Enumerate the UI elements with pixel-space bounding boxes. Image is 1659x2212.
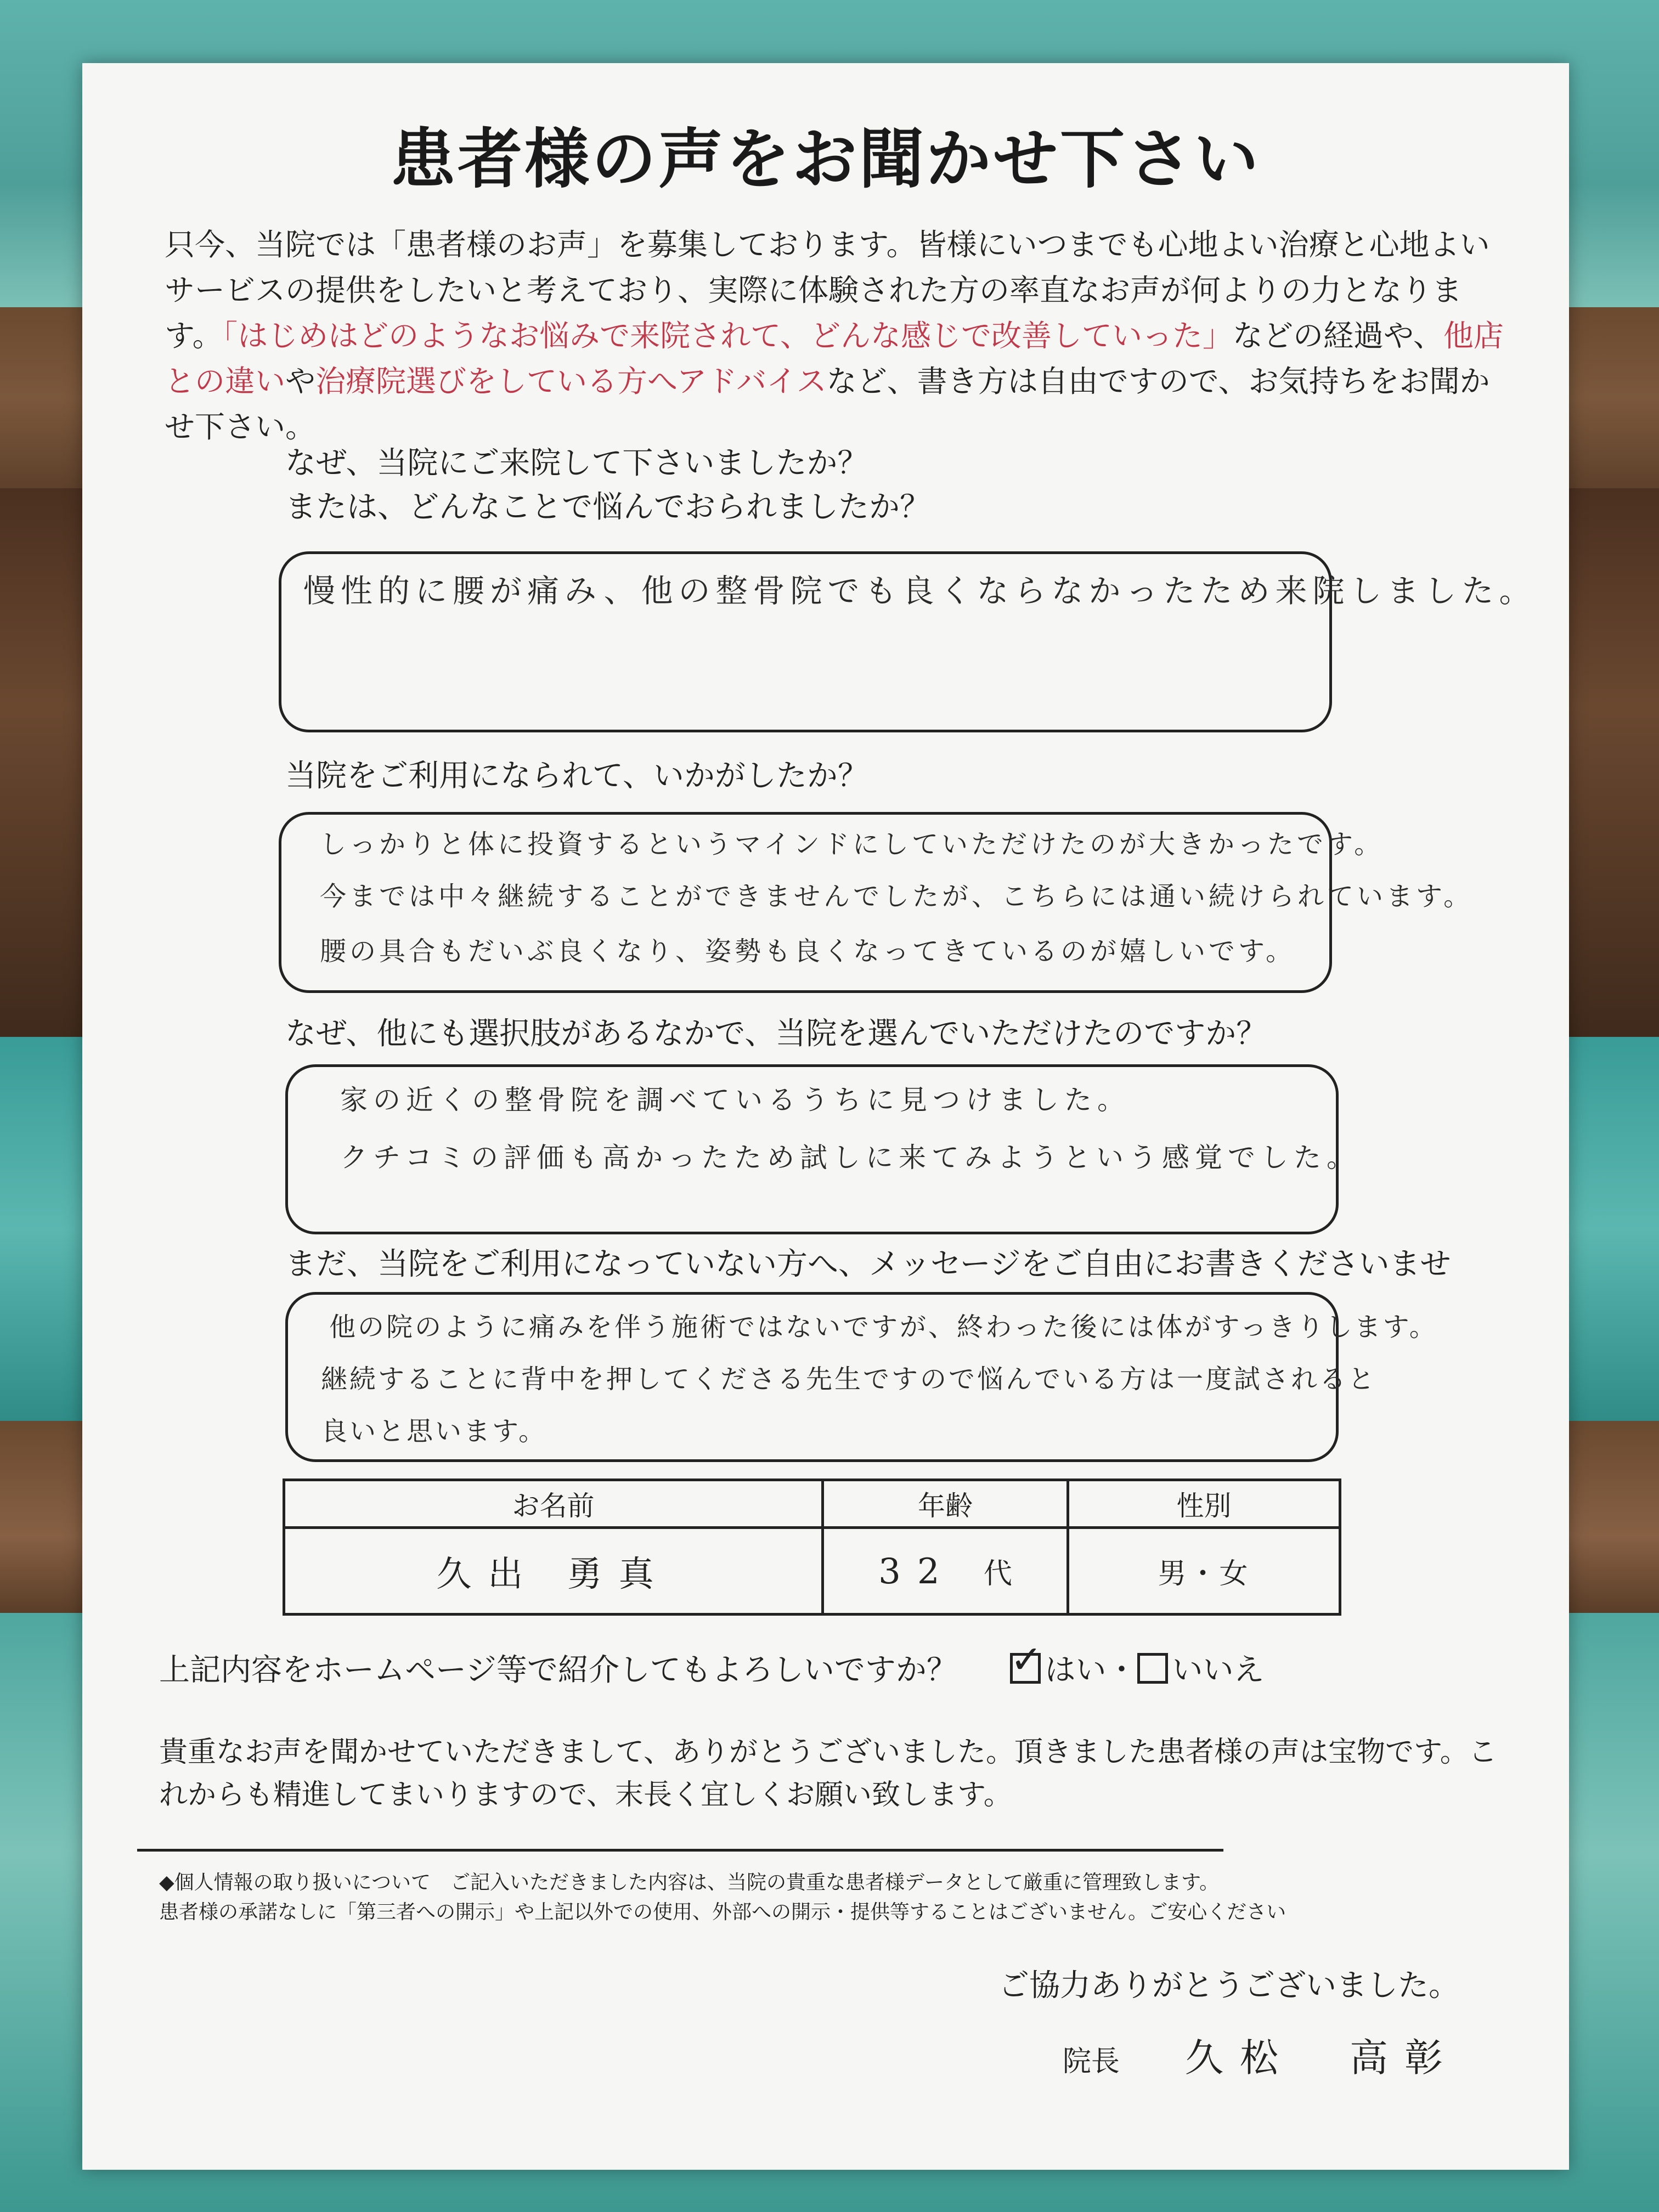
handwritten-answer: 良いと思います。 bbox=[321, 1416, 548, 1447]
survey-sheet bbox=[82, 63, 1569, 2170]
signature-role: 院長 bbox=[1062, 2045, 1120, 2078]
gender-field[interactable] bbox=[1068, 1528, 1340, 1615]
answer-box-1[interactable] bbox=[279, 551, 1537, 732]
answer-box-2[interactable] bbox=[279, 812, 1474, 993]
signature-name: 久松 高彰 bbox=[1185, 2035, 1459, 2080]
name-field[interactable]: 久出 勇真 bbox=[284, 1528, 823, 1615]
intro-highlight: 治療院選びをしている方へアドバイス bbox=[315, 364, 827, 399]
thanks-paragraph: 貴重なお声を聞かせていただきまして、ありがとうございました。頂きました患者様の声は宝物です。これからも精進してまいりますので、末長く宜しくお願い致します。 bbox=[159, 1736, 1497, 1812]
question-4 bbox=[285, 1243, 1451, 1286]
intro-paragraph bbox=[165, 222, 1509, 450]
question-3 bbox=[285, 1012, 1267, 1056]
age-unit: 代 bbox=[983, 1557, 1012, 1590]
divider bbox=[137, 1849, 1223, 1852]
handwritten-answer: クチコミの評価も高かったため試しに来てみようという感覚でした。 bbox=[340, 1142, 1359, 1173]
answer-box-3[interactable] bbox=[285, 1064, 1359, 1234]
signature bbox=[1063, 2027, 1459, 2083]
handwritten-answer: 他の院のように痛みを伴う施術ではないですが、終わった後には体がすっきりします。 bbox=[329, 1312, 1438, 1342]
handwritten-answer: 腰の具合もだいぶ良くなり、姿勢も良くなってきているのが嬉しいです。 bbox=[320, 936, 1296, 967]
question-2 bbox=[285, 754, 868, 798]
gender-header: 性別 bbox=[1068, 1480, 1340, 1528]
handwritten-answer: 家の近くの整骨院を調べているうちに見つけました。 bbox=[340, 1084, 1130, 1116]
consent-question: 上記内容をホームページ等で紹介してもよろしいですか？ bbox=[159, 1652, 957, 1688]
intro-text: 只今、当院では「患者様のお声」を募集しております。皆様にいつまでも心地よい治療と心地よいサービスの提供をしたいと考えており、実際に体験された方の率直なお声が何よりの力となります。 bbox=[165, 227, 1490, 353]
consent-row bbox=[159, 1646, 1265, 1690]
age-value: 32 bbox=[878, 1551, 956, 1592]
consent-no-checkbox[interactable] bbox=[1137, 1653, 1168, 1684]
consent-separator: ・ bbox=[1106, 1652, 1137, 1688]
consent-no-label: いいえ bbox=[1172, 1652, 1265, 1688]
intro-highlight: 「はじめはどのようなお悩みで来院されて、どんな感じで改善していった」 bbox=[222, 318, 1233, 353]
gender-options: 男・女 bbox=[1158, 1557, 1250, 1590]
closing-text: ご協力ありがとうございました。 bbox=[998, 1968, 1459, 2004]
age-header: 年齢 bbox=[823, 1480, 1068, 1528]
age-field[interactable] bbox=[823, 1528, 1068, 1615]
intro-text: など、書き方は自由ですので、お気持ちをお聞かせ下さい。 bbox=[165, 364, 1490, 444]
consent-yes-checkbox[interactable] bbox=[1010, 1653, 1041, 1684]
privacy-notice bbox=[159, 1868, 1476, 1927]
handwritten-answer: 慢性的に腰が痛み、他の整骨院でも良くならなかったため来院しました。 bbox=[303, 572, 1537, 610]
question-text: なぜ、当院にご来院して下さいましたか？ bbox=[285, 445, 868, 481]
question-text: 当院をご利用になられて、いかがしたか？ bbox=[285, 758, 868, 794]
handwritten-answer: 継続することに背中を押してくださる先生ですので悩んでいる方は一度試されると bbox=[321, 1364, 1377, 1395]
intro-text: や bbox=[285, 364, 316, 399]
answer-box-4[interactable] bbox=[285, 1292, 1438, 1462]
privacy-line: ◆個人情報の取り扱いについて ご記入いただきました内容は、当院の貴重な患者様データとして厳重に管理致します。 bbox=[159, 1871, 1220, 1894]
name-header: お名前 bbox=[284, 1480, 823, 1528]
respondent-info-table bbox=[283, 1479, 1341, 1616]
consent-yes-label: はい bbox=[1045, 1652, 1107, 1688]
question-text: まだ、当院をご利用になっていない方へ、メッセージをご自由にお書きくださいませ bbox=[285, 1246, 1451, 1282]
handwritten-answer: しっかりと体に投資するというマインドにしていただけたのが大きかったです。 bbox=[320, 829, 1384, 860]
question-1 bbox=[285, 442, 930, 529]
intro-text: などの経過や、 bbox=[1233, 318, 1443, 353]
privacy-line: 患者様の承諾なしに「第三者への開示」や上記以外での使用、外部への開示・提供等することはございません。ご安心ください bbox=[159, 1901, 1286, 1923]
question-text: なぜ、他にも選択肢があるなかで、当院を選んでいただけたのですか？ bbox=[285, 1016, 1267, 1052]
intro-highlight: 他店との違い bbox=[165, 318, 1504, 399]
handwritten-answer: 今までは中々継続することができませんでしたが、こちらには通い続けられています。 bbox=[320, 881, 1474, 912]
question-text: または、どんなことで悩んでおられましたか？ bbox=[285, 489, 930, 525]
page-title: 患者様の声をお聞かせ下さい bbox=[390, 121, 1261, 197]
